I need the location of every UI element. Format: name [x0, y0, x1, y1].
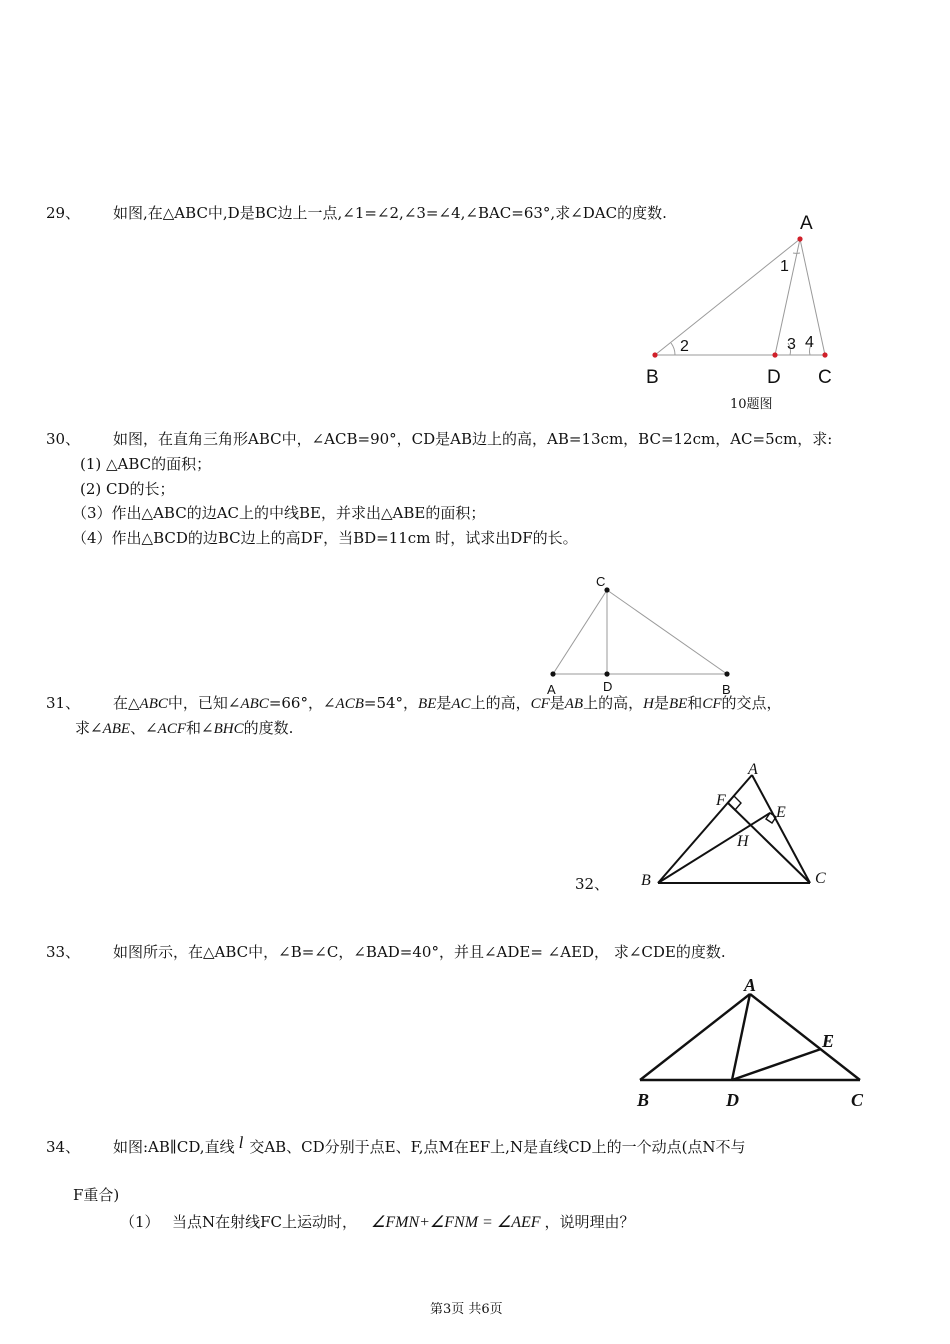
label-B: B [722, 682, 731, 697]
label-B: B [646, 367, 659, 388]
problem-30-item-2: (2) CD的长； [80, 480, 175, 498]
angle-label-1: 1 [780, 258, 789, 275]
line-l-symbol: l [238, 1133, 244, 1152]
problem-30-item-3: （3）作出△ABC的边AC上的中线BE，并求出△ABE的面积； [72, 504, 486, 522]
point-A-dot [797, 236, 802, 241]
problem-34-text: 如图:AB∥CD,直线 l 交AB、CD分别于点E、F,点M在EF上,N是直线CD上的一个动点(点N不与 [113, 1133, 746, 1156]
problem-34-number: 34、 [46, 1138, 81, 1156]
point-B-dot [652, 352, 657, 357]
figure-33 [625, 970, 875, 1120]
point-C-dot [822, 352, 827, 357]
problem-29-text: 如图,在△ABC中,D是BC边上一点,∠1=∠2,∠3=∠4,∠BAC=63°,求∠DAC的度数. [113, 204, 667, 222]
angle-label-3: 3 [787, 336, 796, 353]
figure-caption: 10题图 [730, 397, 773, 412]
problem-33-number: 33、 [46, 943, 81, 961]
figure-30 [540, 570, 740, 700]
problem-34-item-1-text: 当点N在射线FC上运动时， ∠FMN+∠FNM = ∠AEF ，说明理由？ [172, 1213, 635, 1231]
label-C: C [596, 574, 606, 589]
problem-34-item-1-label: （1） [120, 1213, 160, 1231]
problem-31-line-2: 求∠ABE、∠ACF和∠BHC的度数. [75, 719, 294, 737]
problem-33-text: 如图所示，在△ABC中，∠B=∠C，∠BAD=40°，并且∠ADE= ∠AED， 求∠CDE的度数. [113, 943, 726, 961]
problem-31-line-1: 在△ABC中，已知∠ABC=66°，∠ACB=54°，BE是AC上的高，CF是AB上的高，H是BE和CF的交点， [113, 694, 782, 712]
label-C: C [851, 1090, 864, 1110]
angle-label-4: 4 [805, 334, 814, 351]
label-H: H [737, 833, 749, 850]
angle-label-2: 2 [680, 338, 689, 355]
label-E: E [776, 804, 786, 821]
label-F: F [716, 792, 726, 809]
label-A: A [748, 761, 758, 778]
label-C: C [815, 870, 826, 887]
problem-30-number: 30、 [46, 430, 81, 448]
label-D: D [767, 367, 781, 388]
page-number: 第3页 共6页 [430, 1302, 503, 1317]
label-A: A [800, 213, 813, 234]
point-D-dot [772, 352, 777, 357]
label-E: E [822, 1031, 835, 1051]
problem-30-item-4: （4）作出△BCD的边BC边上的高DF，当BD=11cm 时，试求出DF的长。 [72, 529, 578, 547]
label-B: B [641, 872, 651, 889]
figure-29 [630, 205, 850, 415]
problem-32-number: 32、 [575, 875, 610, 893]
label-A: A [744, 975, 757, 995]
label-B: B [637, 1090, 650, 1110]
angle-formula: ∠FMN+∠FNM = ∠AEF [371, 1214, 541, 1231]
label-D: D [726, 1090, 739, 1110]
figure-31 [630, 755, 840, 895]
problem-29-number: 29、 [46, 204, 81, 222]
label-D: D [603, 679, 613, 694]
problem-31-number: 31、 [46, 694, 81, 712]
problem-30-item-1: (1) △ABC的面积； [80, 455, 212, 473]
problem-30-text: 如图，在直角三角形ABC中，∠ACB=90°，CD是AB边上的高，AB=13cm，BC=12cm，AC=5cm，求: [113, 430, 833, 448]
label-A: A [547, 682, 556, 697]
label-C: C [818, 367, 832, 388]
problem-34-line-2: F重合) [73, 1186, 120, 1204]
